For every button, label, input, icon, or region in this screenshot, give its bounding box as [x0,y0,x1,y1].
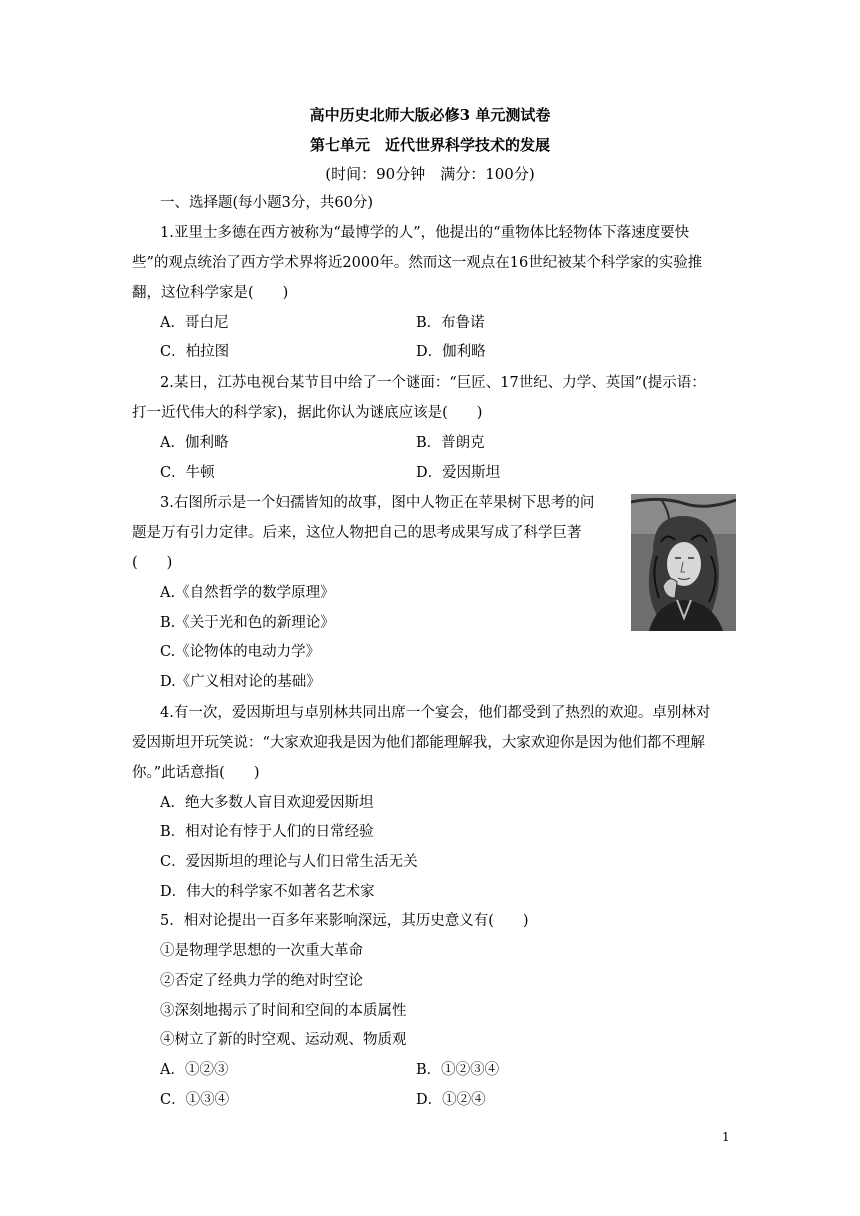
question-line: 些”的观点统治了西方学术界将近2000年。然而这一观点在16世纪被某个科学家的实验推 [132,255,703,271]
question-line: 3.右图所示是一个妇孺皆知的故事，图中人物正在苹果树下思考的问 [160,495,595,511]
exam-title: 高中历史北师大版必修3 单元测试卷 [309,106,551,124]
option-b: B．普朗克 [416,435,485,451]
option-d: D.《广义相对论的基础》 [160,674,321,690]
statement-item: ④树立了新的时空观、运动观、物质观 [160,1032,407,1048]
option-d: D．①②④ [416,1092,486,1108]
question-line: 打一近代伟大的科学家)，据此你认为谜底应该是( ) [132,405,483,421]
statement-item: ③深刻地揭示了时间和空间的本质属性 [160,1003,407,1019]
option-b: B．布鲁诺 [416,315,485,331]
statement-item: ②否定了经典力学的绝对时空论 [160,973,363,989]
question-line: 5．相对论提出一百多年来影响深远，其历史意义有( ) [160,913,529,929]
unit-title: 第七单元 近代世界科学技术的发展 [309,136,550,154]
option-d: D．伟大的科学家不如著名艺术家 [160,884,375,900]
option-c: C．①③④ [160,1092,230,1108]
newton-apple-illustration [631,494,736,631]
option-b: B.《关于光和色的新理论》 [160,615,335,631]
page-number: 1 [722,1130,730,1144]
option-a: A.《自然哲学的数学原理》 [160,585,335,601]
option-c: C．牛顿 [160,465,215,481]
section-heading: 一、选择题(每小题3分，共60分) [160,195,373,211]
question-line: 爱因斯坦开玩笑说：“大家欢迎我是因为他们都能理解我，大家欢迎你是因为他们都不理解 [132,735,705,751]
question-line: 题是万有引力定律。后来，这位人物把自己的思考成果写成了科学巨著 [132,525,582,541]
option-a: A．绝大多数人盲目欢迎爱因斯坦 [160,795,374,811]
option-c: C.《论物体的电动力学》 [160,644,321,660]
question-line: 你。”此话意指( ) [132,765,260,781]
option-c: C．柏拉图 [160,344,230,360]
option-a: A．伽利略 [160,435,229,451]
statement-item: ①是物理学思想的一次重大革命 [160,943,363,959]
option-b: B．①②③④ [416,1062,500,1078]
option-a: A．①②③ [160,1062,229,1078]
option-c: C．爱因斯坦的理论与人们日常生活无关 [160,854,418,870]
question-line: 1.亚里士多德在西方被称为“最博学的人”，他提出的“重物体比轻物体下落速度要快 [160,225,690,241]
question-line: 2.某日，江苏电视台某节目中给了一个谜面：“巨匠、17世纪、力学、英国”(提示语： [160,375,706,391]
option-b: B．相对论有悖于人们的日常经验 [160,824,374,840]
question-line: ( ) [132,555,173,571]
question-line: 翻，这位科学家是( ) [132,285,289,301]
question-line: 4.有一次，爱因斯坦与卓别林共同出席一个宴会，他们都受到了热烈的欢迎。卓别林对 [160,705,711,721]
exam-meta: (时间：90分钟 满分：100分) [325,165,535,183]
option-d: D．伽利略 [416,344,486,360]
option-d: D．爱因斯坦 [416,465,501,481]
option-a: A．哥白尼 [160,315,229,331]
